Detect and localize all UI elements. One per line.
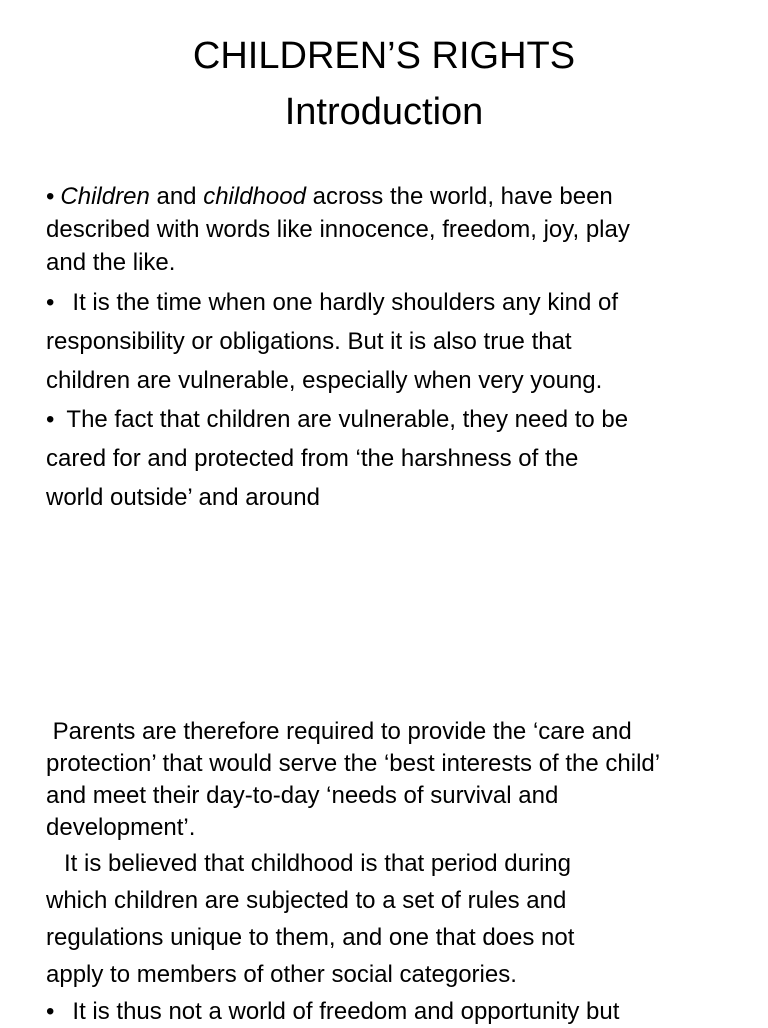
text-line bbox=[46, 400, 726, 439]
text-line bbox=[46, 283, 726, 322]
text-line: and the like. bbox=[46, 249, 176, 276]
paragraph-freedom bbox=[46, 995, 726, 1028]
text-run: across the world, have been bbox=[305, 183, 613, 210]
text-line bbox=[46, 845, 726, 882]
text-line: cared for and protected from ‘the harshness of the bbox=[46, 445, 579, 472]
text-line: described with words like innocence, freedom, joy, play bbox=[46, 216, 630, 243]
text-line bbox=[46, 995, 726, 1028]
text-run: and bbox=[149, 183, 204, 210]
bullet-icon: • bbox=[46, 406, 55, 433]
text-line: development’. bbox=[46, 814, 196, 841]
text-line bbox=[46, 180, 726, 213]
paragraph-parents bbox=[46, 716, 726, 844]
text-line: protection’ that would serve the ‘best interests of the child’ bbox=[46, 750, 661, 777]
text-line: children are vulnerable, especially when very young. bbox=[46, 367, 603, 394]
paragraph-rules bbox=[46, 845, 726, 993]
bullet-icon: • bbox=[46, 998, 55, 1025]
paragraph-vulnerable bbox=[46, 400, 726, 517]
text-line: and meet their day-to-day ‘needs of survival and bbox=[46, 782, 559, 809]
paragraph-responsibility bbox=[46, 283, 726, 400]
text-line: apply to members of other social categories. bbox=[46, 961, 517, 988]
bullet-icon: • bbox=[46, 183, 55, 210]
paragraph-children-and-childhood bbox=[46, 180, 726, 279]
text-line: regulations unique to them, and one that does not bbox=[46, 924, 575, 951]
text-line: world outside’ and around bbox=[46, 484, 320, 511]
page-subtitle: Introduction bbox=[284, 91, 484, 133]
text-run: It is believed that childhood is that period during bbox=[64, 850, 571, 877]
text-line: Parents are therefore required to provide the ‘care and bbox=[46, 718, 632, 745]
bullet-icon: • bbox=[46, 289, 55, 316]
text-line: which children are subjected to a set of rules and bbox=[46, 887, 567, 914]
text-run: The fact that children are vulnerable, they need to be bbox=[66, 406, 629, 433]
italic-term: Children bbox=[60, 183, 150, 210]
italic-term: childhood bbox=[203, 183, 306, 210]
text-run: It is the time when one hardly shoulders any kind of bbox=[72, 289, 619, 316]
text-run: It is thus not a world of freedom and opportunity but bbox=[72, 998, 620, 1025]
text-line: responsibility or obligations. But it is also true that bbox=[46, 328, 572, 355]
page-title: CHILDREN’S RIGHTS bbox=[192, 35, 576, 77]
